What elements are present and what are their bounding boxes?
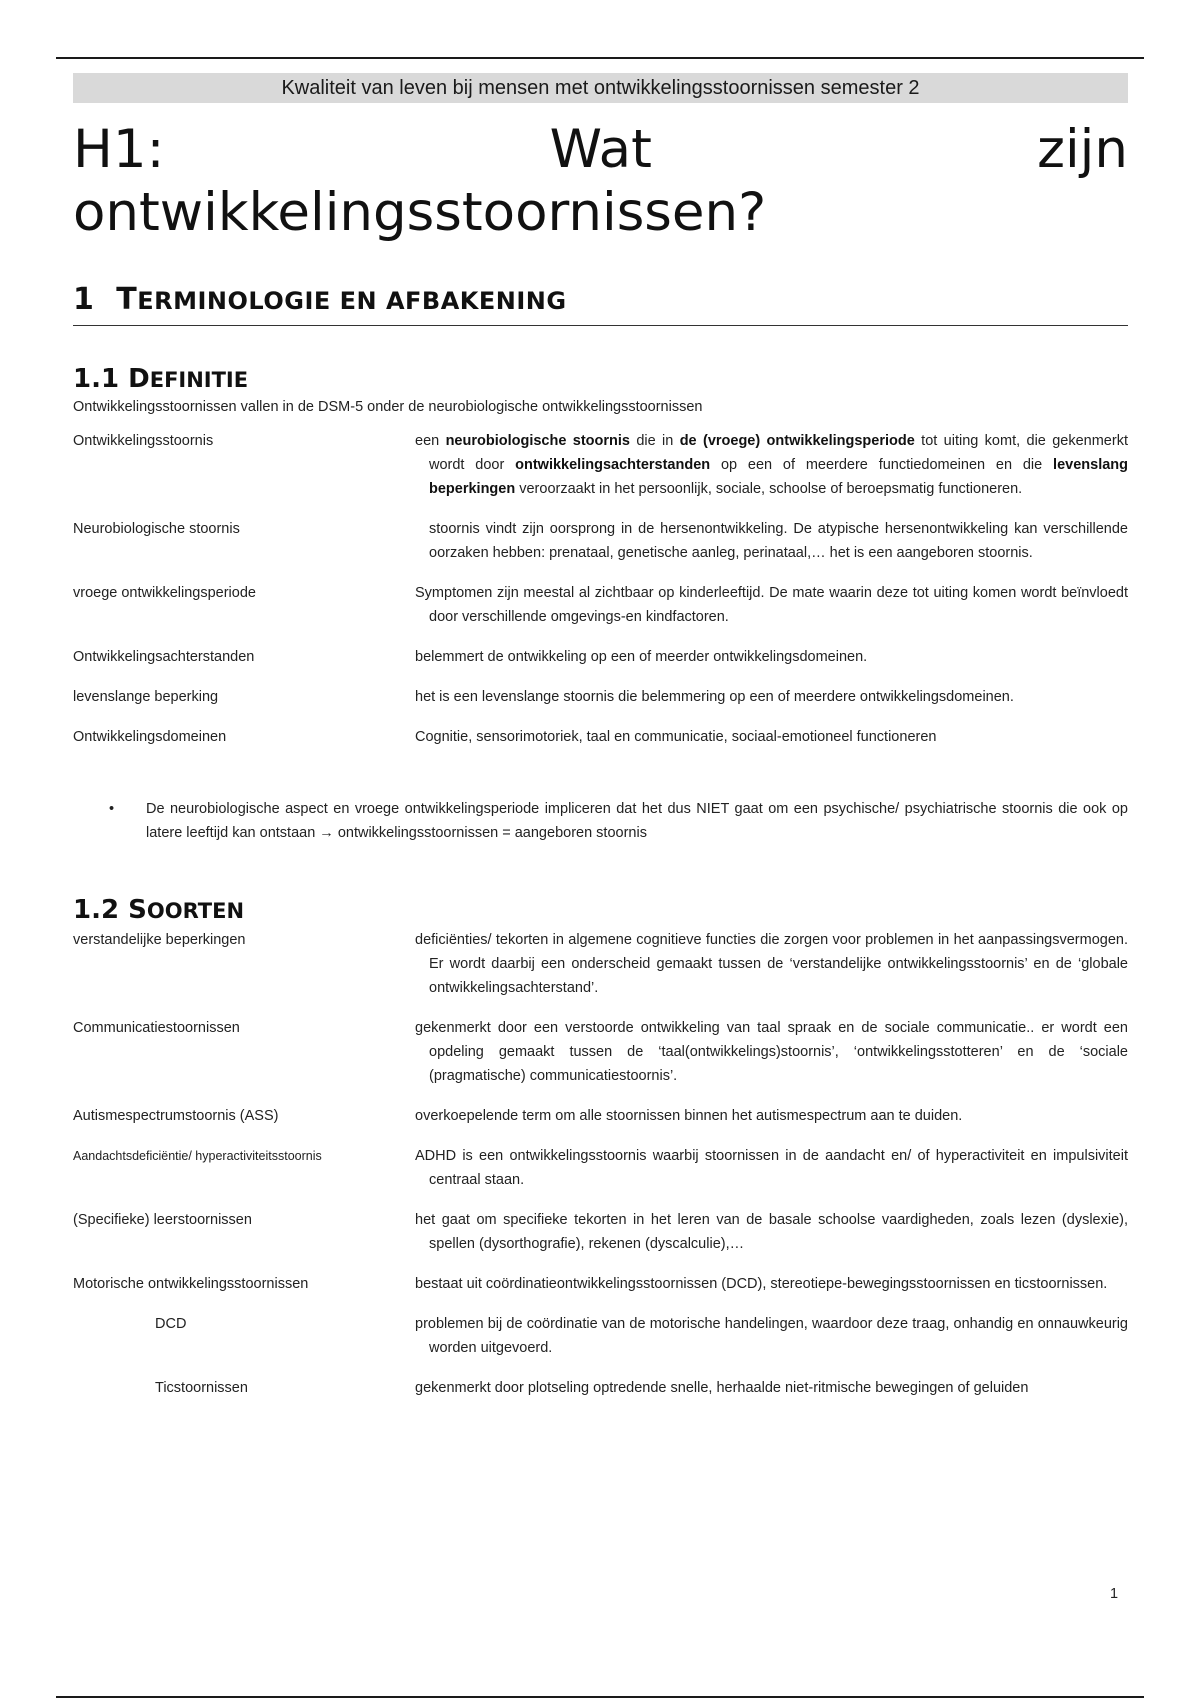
bottom-rule (56, 1696, 1144, 1698)
title-line-2: ontwikkelingsstoornissen? (73, 182, 767, 243)
intro-paragraph: Ontwikkelingsstoornissen vallen in de DSM-5 onder de neurobiologische ontwikkelingsstoornissen (73, 399, 703, 415)
title-word: H1: (73, 119, 165, 180)
definition-list-2 (73, 928, 1128, 1400)
definition-description: Cognitie, sensorimotoriek, taal en communicatie, sociaal-emotioneel functioneren (415, 729, 937, 745)
definition-term: Aandachtsdeficiëntie/ hyperactiviteitsstoornis (73, 1149, 322, 1163)
definition-term: Ontwikkelingsdomeinen (73, 729, 227, 745)
definition-row (73, 1208, 1128, 1256)
definition-term: Neurobiologische stoornis (73, 521, 240, 537)
definition-row (73, 1272, 1128, 1296)
definition-term: vroege ontwikkelingsperiode (73, 585, 256, 601)
definition-row (73, 429, 1128, 501)
title-word: zijn (1037, 119, 1128, 180)
definition-list-1 (73, 429, 1128, 749)
definition-term: verstandelijke beperkingen (73, 932, 246, 948)
definition-row (73, 1016, 1128, 1088)
definition-row (73, 1312, 1128, 1360)
running-header: Kwaliteit van leven bij mensen met ontwikkelingsstoornissen semester 2 (73, 73, 1128, 103)
definition-term: (Specifieke) leerstoornissen (73, 1212, 252, 1228)
definition-description: overkoepelende term om alle stoornissen binnen het autismespectrum aan te duiden. (415, 1108, 963, 1124)
page-number: 1 (1110, 1586, 1119, 1602)
definition-description: stoornis vindt zijn oorsprong in de hersenontwikkeling. De atypische hersenontwikkeling kan verschillende oorzaken hebben: prenataal, genetische aanleg, perinataal,… het is een aangeboren stoornis. (429, 521, 1128, 561)
definition-description: problemen bij de coördinatie van de motorische handelingen, waardoor deze traag, onhandig en onnauwkeurig worden uitgevoerd. (415, 1316, 1128, 1356)
definition-term: levenslange beperking (73, 689, 219, 705)
definition-description: gekenmerkt door plotseling optredende snelle, herhaalde niet-ritmische bewegingen of geluiden (415, 1380, 1029, 1396)
definition-description: ADHD is een ontwikkelingsstoornis waarbij stoornissen in de aandacht en/ of hyperactiviteit en impulsiviteit centraal staan. (415, 1148, 1128, 1188)
definition-row (73, 685, 1128, 709)
definition-description: het is een levenslange stoornis die belemmering op een of meerdere ontwikkelingsdomeinen. (415, 689, 1014, 705)
definition-description: het gaat om specifieke tekorten in het leren van de basale schoolse vaardigheden, zoals lezen (dyslexie), spellen (dysorthografie), rekenen (dyscalculie),… (415, 1212, 1128, 1252)
definition-description: deficiënties/ tekorten in algemene cognitieve functies die zorgen voor problemen in het aanpassingsvermogen. Er wordt daarbij een onderscheid gemaakt tussen de ‘verstandelijke ontwikkelingsstoornis’ en de ‘globale ontwikkelingsachterstand’. (415, 932, 1128, 996)
definition-term: Ticstoornissen (155, 1380, 248, 1396)
section-heading-1: 1 TERMINOLOGIE EN AFBAKENING (73, 282, 1128, 326)
definition-description: gekenmerkt door een verstoorde ontwikkeling van taal spraak en de sociale communicatie.. er wordt een opdeling gemaakt tussen de ‘taal(ontwikkelings)stoornis’, ‘ontwikkelingsstotteren’ en de ‘sociale (pragmatische) communicatiestoornis’. (415, 1020, 1128, 1084)
definition-row (73, 1104, 1128, 1128)
bullet-icon: • (109, 801, 115, 817)
definition-row (73, 1376, 1128, 1400)
definition-row (73, 581, 1128, 629)
section-heading-1-2: 1.2 SOORTEN (73, 895, 245, 925)
definition-row (73, 1144, 1128, 1192)
chapter-title (73, 118, 1128, 244)
definition-description: bestaat uit coördinatieontwikkelingsstoornissen (DCD), stereotiepe-bewegingsstoornissen en ticstoornissen. (415, 1276, 1108, 1292)
definition-row (73, 928, 1128, 1000)
definition-term: DCD (155, 1316, 187, 1332)
title-word: Wat (549, 119, 652, 180)
definition-term: Ontwikkelingsachterstanden (73, 649, 255, 665)
definition-row (73, 645, 1128, 669)
definition-term: Ontwikkelingsstoornis (73, 433, 214, 449)
definition-row (73, 517, 1128, 565)
section-heading-1-1: 1.1 DEFINITIE (73, 364, 249, 394)
document-page (73, 73, 1128, 1416)
bullet-text: De neurobiologische aspect en vroege ontwikkelingsperiode impliceren dat het dus NIET gaat om een psychische/ psychiatrische stoornis die ook op latere leeftijd kan ontstaan → ontwikkelingsstoornissen = aangeboren stoornis (146, 801, 1128, 841)
top-rule (56, 57, 1144, 59)
definition-description: belemmert de ontwikkeling op een of meerder ontwikkelingsdomeinen. (415, 649, 868, 665)
definition-description: een neurobiologische stoornis die in de (vroege) ontwikkelingsperiode tot uiting komt, die gekenmerkt wordt door ontwikkelingsachterstanden op een of meerdere functiedomeinen en die levenslang beperkingen veroorzaakt in het persoonlijk, sociale, schoolse of beroepsmatig functioneren. (415, 433, 1128, 497)
definition-row (73, 725, 1128, 749)
definition-term: Communicatiestoornissen (73, 1020, 240, 1036)
bullet-item (73, 797, 1128, 845)
definition-term: Motorische ontwikkelingsstoornissen (73, 1276, 309, 1292)
definition-term: Autismespectrumstoornis (ASS) (73, 1108, 279, 1124)
definition-description: Symptomen zijn meestal al zichtbaar op kinderleeftijd. De mate waarin deze tot uiting komen wordt beïnvloedt door verschillende omgevings-en kindfactoren. (415, 585, 1128, 625)
